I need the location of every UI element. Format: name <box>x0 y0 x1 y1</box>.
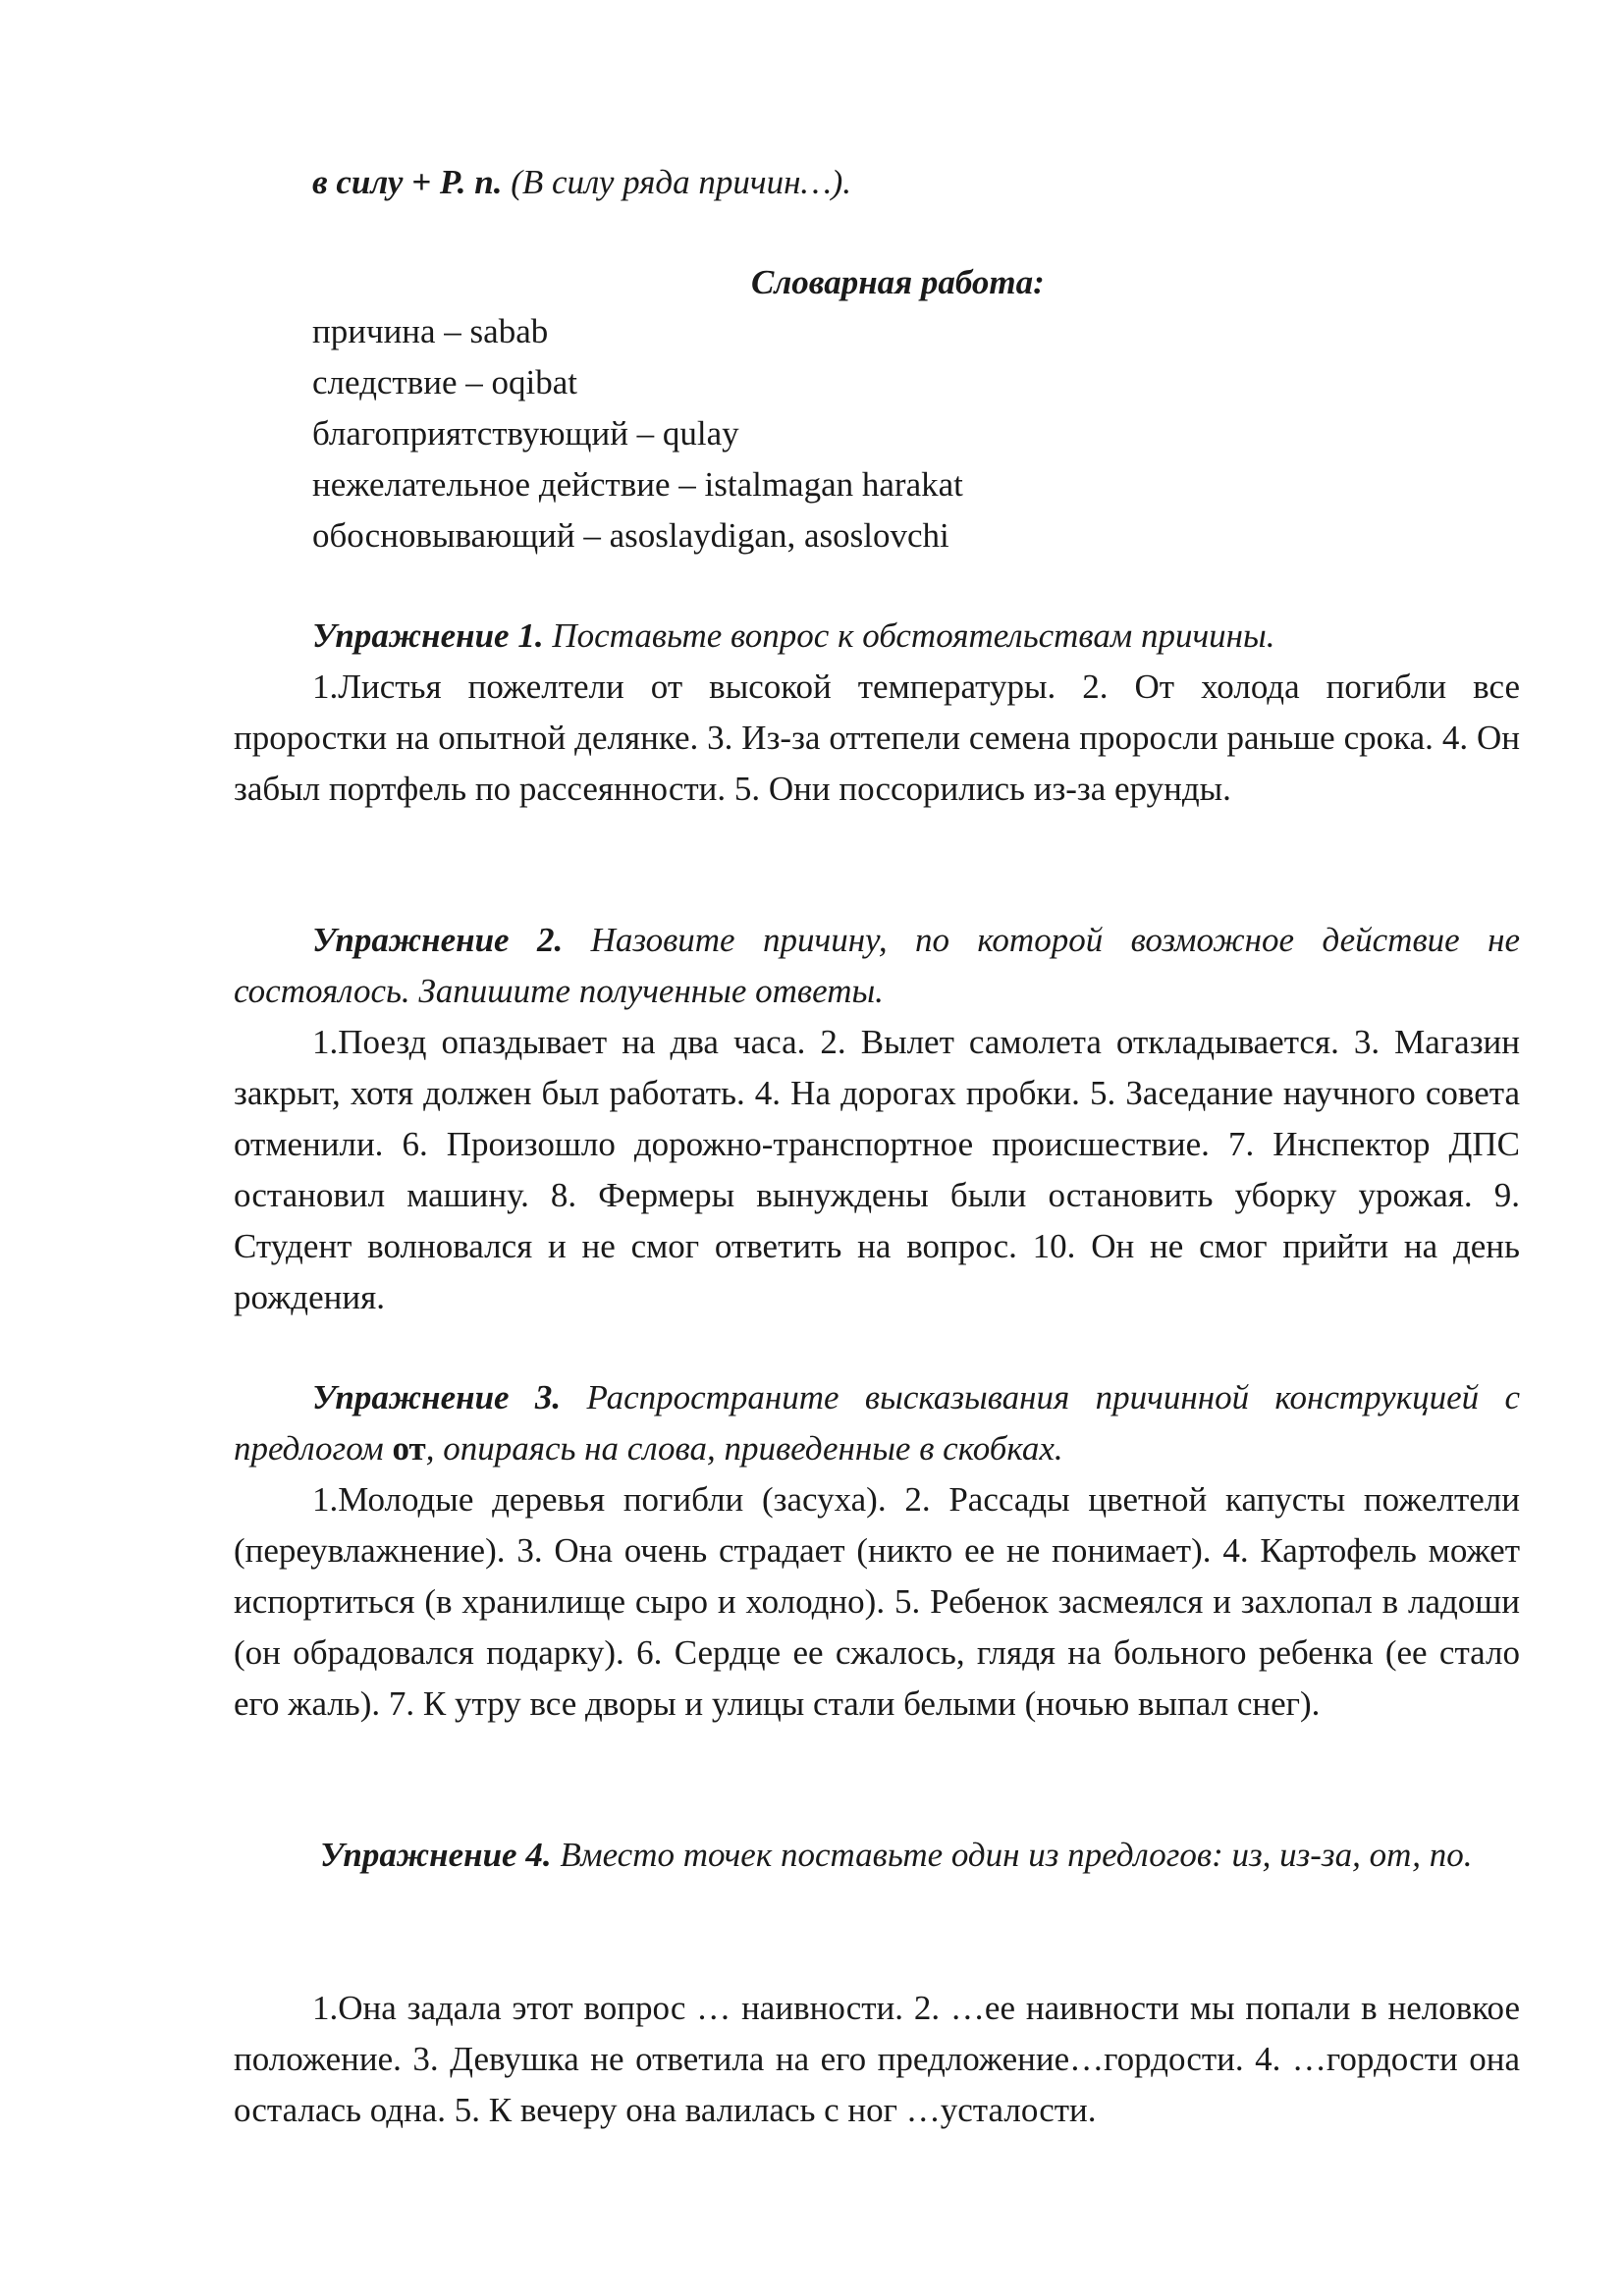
intro-line <box>312 157 851 208</box>
vocab-item: благоприятствующий – qulay <box>312 414 739 453</box>
vocab-title: Словарная работа: <box>751 263 1045 301</box>
vocab-item: нежелательное действие – istalmagan harakat <box>312 465 963 504</box>
intro-italic: (В силу ряда причин…). <box>502 163 851 201</box>
exercise-1-heading <box>234 611 1520 662</box>
exercise-2-task: Назовите причину, по которой возможное действие не состоялось. Запишите полученные ответы. <box>234 921 1520 1010</box>
exercise-3-task-a: Распространите высказывания причинной конструкцией с предлогом <box>234 1378 1520 1468</box>
exercise-3-task-bold: от <box>392 1429 426 1468</box>
exercise-4-label: Упражнение 4. <box>320 1836 552 1874</box>
exercise-3-label: Упражнение 3. <box>312 1378 562 1416</box>
exercise-3-heading <box>234 1372 1520 1474</box>
exercise-1-task: Поставьте вопрос к обстоятельствам причины. <box>543 616 1275 655</box>
exercise-1-text: 1.Листья пожелтели от высокой температуры. 2. От холода погибли все проростки на опытной делянке. 3. Из-за оттепели семена проросли раньше срока. 4. Он забыл портфель по рассеянности. 5. Они поссорились из-за ерунды. <box>234 667 1520 808</box>
exercise-1-label: Упражнение 1. <box>312 616 544 655</box>
exercise-2-text: 1.Поезд опаздывает на два часа. 2. Вылет самолета откладывается. 3. Магазин закрыт, хотя должен был работать. 4. На дорогах пробки. 5. Заседание научного совета отменили. 6. Произошло дорожно-транспортное происшествие. 7. Инспектор ДПС остановил машину. 8. Фермеры вынуждены были остановить уборку урожая. 9. Студент волновался и не смог ответить на вопрос. 10. Он не смог прийти на день рождения. <box>234 1023 1520 1316</box>
exercise-3-text: 1.Молодые деревья погибли (засуха). 2. Рассады цветной капусты пожелтели (переувлажнение). 3. Она очень страдает (никто ее не понимает). 4. Картофель может испортиться (в хранилище сыро и холодно). 5. Ребенок засмеялся и захлопал в ладоши (он обрадовался подарку). 6. Сердце ее сжалось, глядя на больного ребенка (ее стало его жаль). 7. К утру все дворы и улицы стали белыми (ночью выпал снег). <box>234 1480 1520 1723</box>
exercise-2-heading <box>234 915 1520 1017</box>
vocab-item: причина – sabab <box>312 312 549 350</box>
vocab-item: обосновывающий – asoslaydigan, asoslovchi <box>312 516 949 555</box>
exercise-2-label: Упражнение 2. <box>312 921 564 959</box>
vocab-item: следствие – oqibat <box>312 363 577 401</box>
intro-bold: в силу + Р. п. <box>312 163 503 201</box>
exercise-4-heading <box>234 1830 1520 1881</box>
exercise-4-task: Вместо точек поставьте один из предлогов: из, из-за, от, по. <box>551 1836 1473 1874</box>
exercise-3-task-b: , опираясь на слова, приведенные в скобках. <box>425 1429 1063 1468</box>
exercise-4-text: 1.Она задала этот вопрос … наивности. 2. …ее наивности мы попали в неловкое положение. 3. Девушка не ответила на его предложение…гордости. 4. …гордости она осталась одна. 5. К вечеру она валилась с ног …усталости. <box>234 1989 1520 2129</box>
